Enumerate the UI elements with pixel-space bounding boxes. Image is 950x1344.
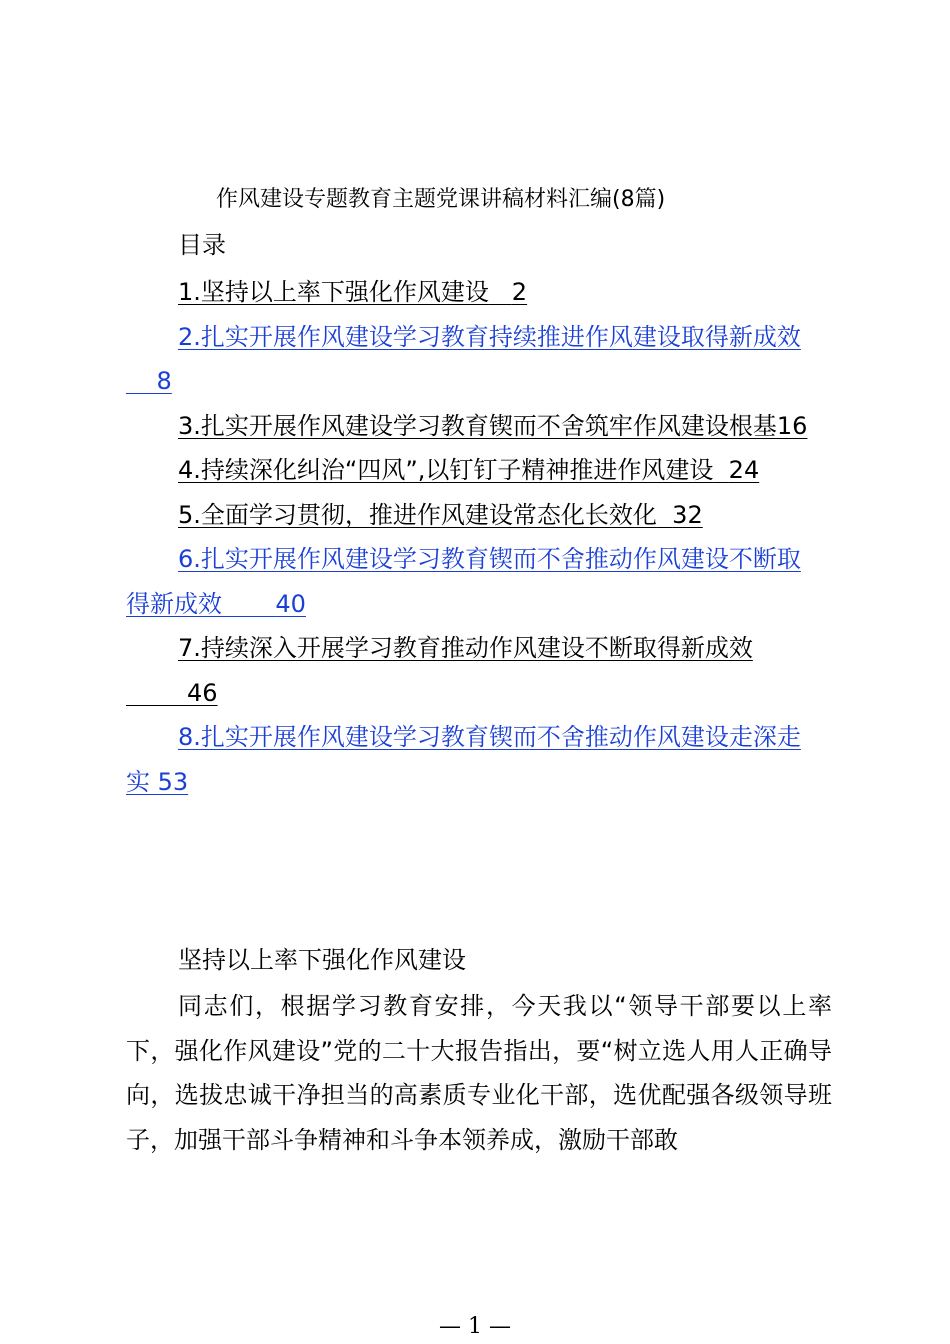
toc-entry-separator — [657, 501, 672, 529]
toc-entry-page: 8 — [156, 367, 172, 395]
toc-entry-separator — [126, 679, 187, 707]
toc-entry-page: 40 — [275, 589, 306, 618]
page-number-footer: — 1 — — [439, 1314, 511, 1339]
toc-entry-separator — [150, 768, 158, 796]
table-of-contents — [126, 270, 822, 804]
toc-entry-5[interactable] — [126, 493, 822, 538]
toc-entry-page: 16 — [776, 411, 808, 440]
toc-entry-title: 7.持续深入开展学习教育推动作风建设不断取得新成效 — [178, 634, 753, 662]
toc-entry-page: 32 — [672, 500, 703, 529]
toc-entry-page: 2 — [511, 278, 528, 306]
toc-entry-title: 5.全面学习贯彻，推进作风建设常态化长效化 — [178, 500, 657, 529]
document-title: 作风建设专题教育主题党课讲稿材料汇编(8篇) — [216, 187, 666, 212]
toc-entry-title: 3.扎实开展作风建设学习教育锲而不舍筑牢作风建设根基 — [178, 411, 777, 440]
toc-entry-title: 6.扎实开展作风建设学习教育锲而不舍推动作风建设不断取得新成效 — [126, 545, 801, 618]
toc-entry-page: 53 — [157, 767, 189, 796]
toc-entry-title: 8.扎实开展作风建设学习教育锲而不舍推动作风建设走深走实 — [126, 723, 801, 796]
body-paragraph: 同志们，根据学习教育安排，今天我以“领导干部要以上率下，强化作风建设”党的二十大报告指出，要“树立选人用人正确导向，选拔忠诚干净担当的高素质专业化干部，选优配强各级领导班子，加强干部斗争精神和斗争本领养成，激励干部敢 — [126, 992, 832, 1155]
toc-entry-title: 4.持续深化纠治“四风”,以钉钉子精神推进作风建设 — [178, 456, 714, 484]
toc-heading: 目录 — [178, 231, 226, 259]
toc-entry-8[interactable] — [126, 715, 822, 804]
toc-entry-title: 2.扎实开展作风建设学习教育持续推进作风建设取得新成效 — [178, 322, 801, 351]
toc-entry-2[interactable] — [126, 315, 822, 404]
toc-entry-page: 24 — [728, 456, 760, 484]
toc-entry-separator — [489, 278, 512, 306]
toc-entry-3[interactable] — [126, 404, 822, 449]
toc-entry-title: 1.坚持以上率下强化作风建设 — [178, 278, 489, 306]
toc-entry-6[interactable] — [126, 537, 822, 626]
toc-entry-separator — [126, 367, 157, 395]
toc-entry-separator — [713, 456, 728, 484]
section-heading: 坚持以上率下强化作风建设 — [178, 946, 466, 974]
toc-entry-separator — [222, 590, 275, 618]
toc-entry-1[interactable] — [126, 270, 822, 315]
toc-entry-page: 46 — [187, 678, 218, 707]
toc-entry-7[interactable] — [126, 626, 822, 715]
toc-entry-4[interactable] — [126, 448, 822, 493]
